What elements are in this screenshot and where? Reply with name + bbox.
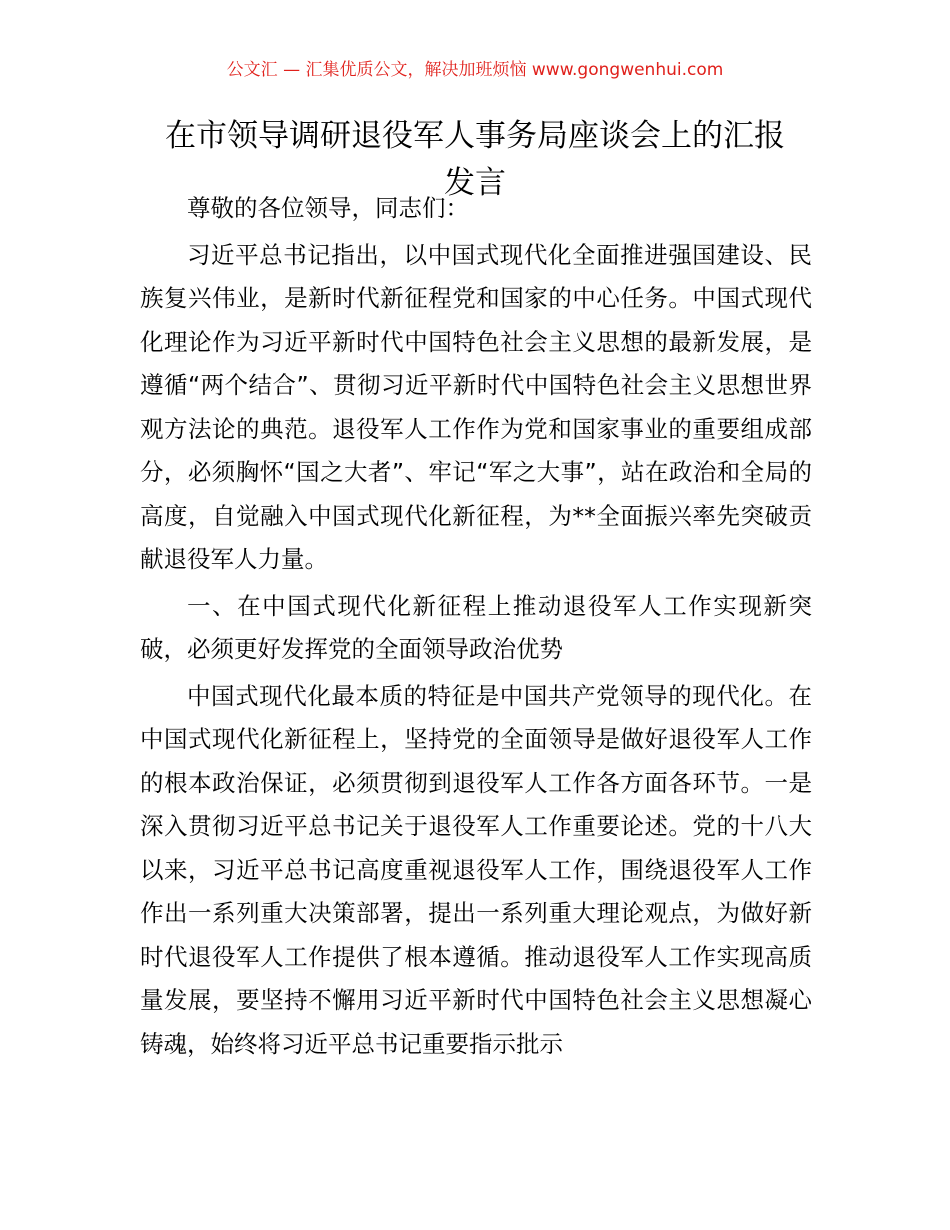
paragraph-section-1: 中国式现代化最本质的特征是中国共产党领导的现代化。在中国式现代化新征程上，坚持党的全面领导是做好退役军人工作的根本政治保证，必须贯彻到退役军人工作各方面各环节。一是深入贯彻习近平总书记关于退役军人工作重要论述。党的十八大以来，习近平总书记高度重视退役军人工作，围绕退役军人工作作出一系列重大决策部署，提出一系列重大理论观点，为做好新时代退役军人工作提供了根本遵循。推动退役军人工作实现高质量发展，要坚持不懈用习近平新时代中国特色社会主义思想凝心铸魂，始终将习近平总书记重要指示批示 [140, 681, 812, 1058]
paragraph-intro: 习近平总书记指出，以中国式现代化全面推进强国建设、民族复兴伟业，是新时代新征程党和国家的中心任务。中国式现代化理论作为习近平新时代中国特色社会主义思想的最新发展，是遵循“两个结合”、贯彻习近平新时代中国特色社会主义思想世界观方法论的典范。退役军人工作作为党和国家事业的重要组成部分，必须胸怀“国之大者”、牢记“军之大事”，站在政治和全局的高度，自觉融入中国式现代化新征程，为**全面振兴率先突破贡献退役军人力量。 [140, 240, 812, 573]
title-line-2: 发言 [444, 165, 506, 201]
document-body [140, 187, 812, 1066]
salutation: 尊敬的各位领导，同志们： [187, 194, 469, 222]
section-heading-1: 一、在中国式现代化新征程上推动退役军人工作实现新突破，必须更好发挥党的全面领导政治优势 [140, 591, 812, 663]
header-banner: 公文汇 — 汇集优质公文，解决加班烦恼 www.gongwenhui.com [226, 60, 724, 80]
title-line-1: 在市领导调研退役军人事务局座谈会上的汇报 [165, 118, 785, 154]
